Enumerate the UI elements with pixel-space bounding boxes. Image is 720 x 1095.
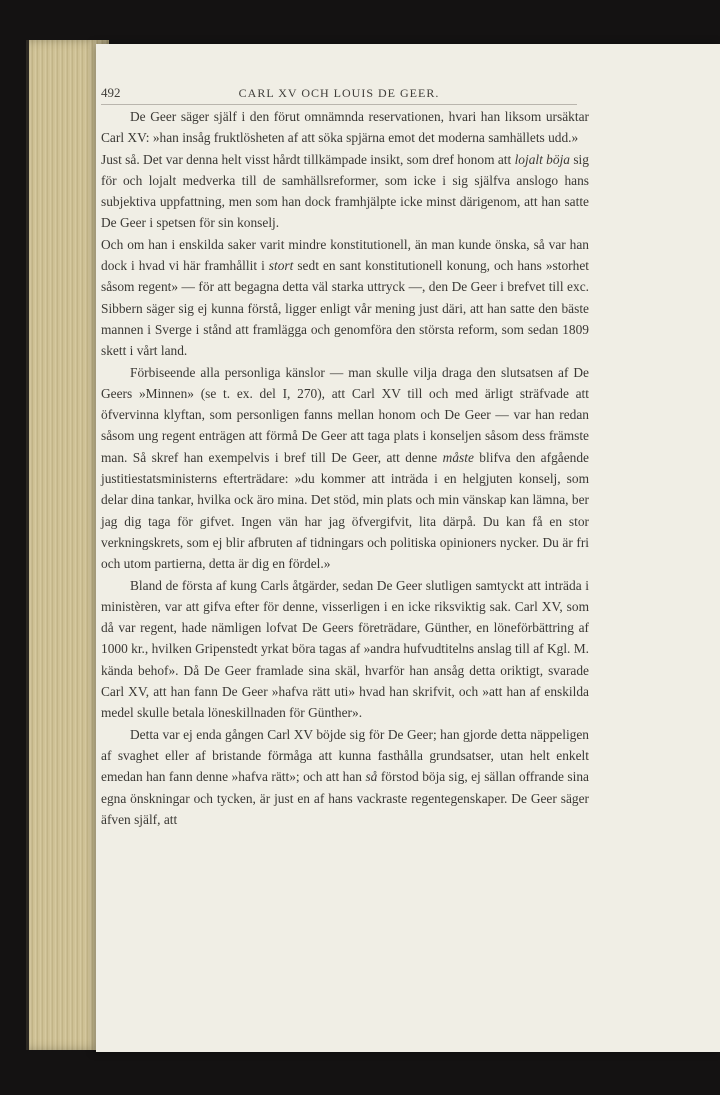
page-number: 492 (101, 85, 121, 100)
running-title: CARL XV OCH LOUIS DE GEER. (238, 86, 440, 100)
emphasis-maste: måste (442, 449, 474, 465)
paragraph-2: Just så. Det var denna helt visst hårdt tillkämpade insikt, som dref honom att lojalt böja sig för och lojalt medverka till de samhällsreformer, som icke i sig själfva anslogo hans subjektiva uppfattning, men som han dock framhjälpte icke minst därigenom, att han satte De Geer i spetsen för sin konselj. (101, 151, 589, 231)
body-text (101, 106, 589, 830)
paragraph-6: Detta var ej enda gången Carl XV böjde sig för De Geer; han gjorde detta näppeligen af svaghet eller af bristande förmåga att kunna fasthålla grundsatser, utan helt enkelt emedan han fann denne »hafva rätt»; och att han så förstod böja sig, ej sällan offrande sina egna önskningar och tycken, är just en af hans vackraste regentegenskaper. De Geer säger äfven själf, att (101, 726, 589, 827)
running-header (101, 84, 577, 105)
paragraph-5: Bland de första af kung Carls åtgärder, sedan De Geer slutligen samtyckt att inträda i ministèren, var att gifva efter för denne, visserligen i en icke riksviktig sak. Carl XV, som då var regent, hade nämligen lofvat De Geers företrädare, Günther, en löneförbättring af 1000 kr., hvilken Gripenstedt yrkat böra tagas af »andra hufvudtitelns anslag till af Kgl. M. kända behof». Då De Geer framlade sina skäl, hvarför han ansåg detta oriktigt, svarade Carl XV, att han fann De Geer »hafva rätt uti» hvad han skrifvit, och »att han af enskilda medel skulle betala löneskillnaden för Günther». (101, 577, 589, 721)
emphasis-lojalt-boja: lojalt böja (514, 151, 570, 167)
paragraph-3: Och om han i enskilda saker varit mindre konstitutionell, än man kunde önska, så var han dock i hvad vi här framhållit i stort sedt en sant konstitutionell konung, och hans »storhet såsom regent» — för att begagna detta väl starka uttryck —, den De Geer i brefvet till exc. Sibbern säger sig ej kunna förstå, ligger enligt vår mening just däri, att han satte den bäste mannen i Sverge i stånd att framlägga och genomföra den största reform, som sedan 1809 skett i vårt land. (101, 236, 589, 359)
emphasis-stort: stort (268, 258, 294, 274)
emphasis-sa: så (365, 769, 378, 785)
paragraph-4: Förbiseende alla personliga känslor — man skulle vilja draga den slutsatsen af De Geers »Minnen» (se t. ex. del I, 270), att Carl XV till och med ärligt sträfvade att öfvervinna klyftan, som personligen fanns mellan honom och De Geer — var han redan såsom ung regent enträgen att förmå De Geer att taga plats i konseljen såsom dess främste man. Så skref han exempelvis i bref till De Geer, att denne måste blifva den afgående justitiestatsministerns efterträdare: »du kommer att inträda i en helgjuten konselj, som delar dina tankar, hvilka ock äro mina. Det stöd, min plats och min vänskap kan lämna, ber jag dig taga för gifvet. Ingen vän har jag öfvergifvit, lita därpå. Du kan få en stor verkningskrets, som ej blir afbruten af tidningars och politiska opinioners nycker. Du är fri och utom partierna, detta är dig en fördel.» (101, 364, 589, 572)
paragraph-1: De Geer säger själf i den förut omnämnda reservationen, hvari han liksom ursäktar Carl XV: »han insåg fruktlösheten af att söka spjärna emot det moderna samhällets udd.» (101, 109, 589, 146)
